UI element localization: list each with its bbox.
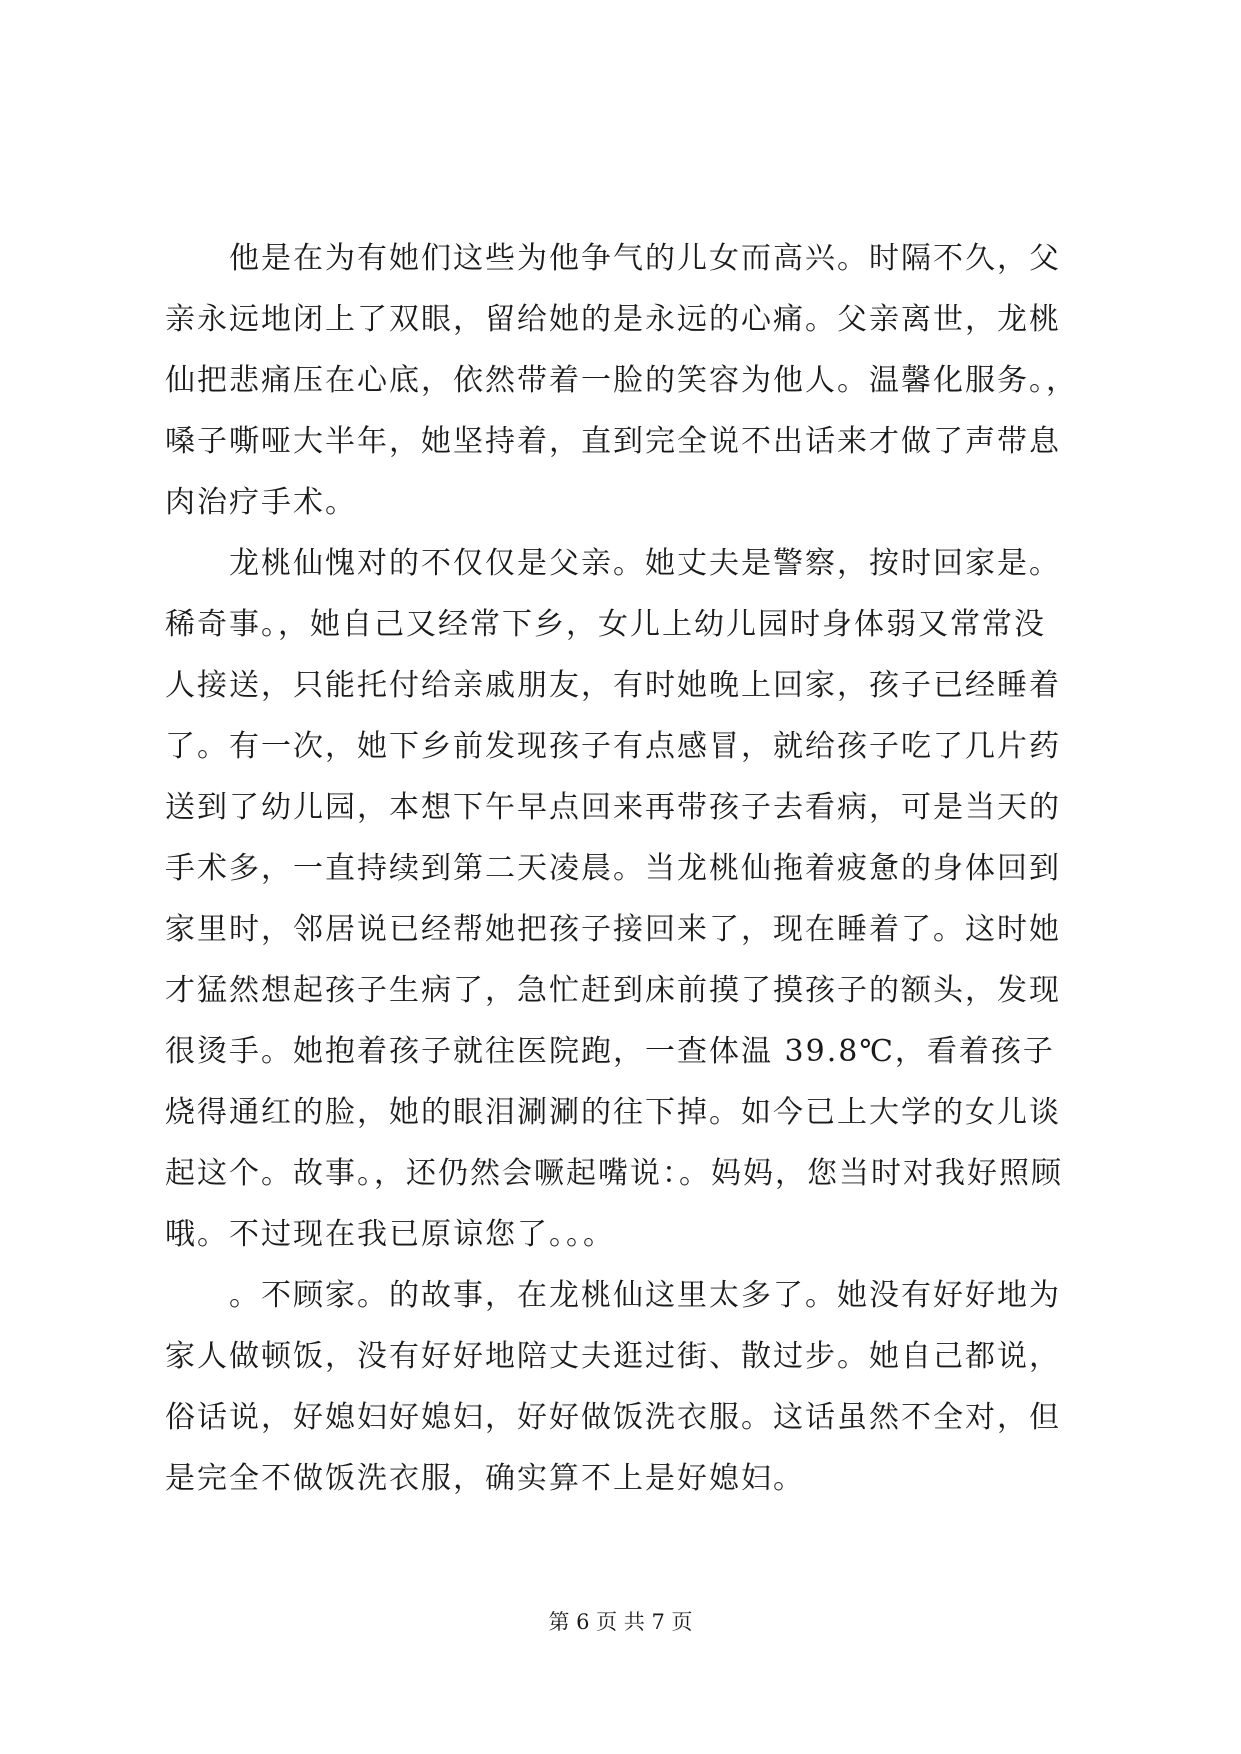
text-line: 起这个。故事。，还仍然会噘起嘴说：。妈妈，您当时对我好照顾 [165,1156,1063,1191]
text-line: 烧得通红的脸，她的眼泪涮涮的往下掉。如今已上大学的女儿谈 [165,1095,1061,1130]
text-line: 才猛然想起孩子生病了，急忙赶到床前摸了摸孩子的额头，发现 [165,973,1061,1008]
text-line: 很烫手。她抱着孩子就往医院跑，一查体温 39.8℃，看着孩子 [165,1034,1055,1069]
text-line: 稀奇事。，她自己又经常下乡，女儿上幼儿园时身体弱又常常没 [165,607,1046,642]
text-line: 嗓子嘶哑大半年，她坚持着，直到完全说不出话来才做了声带息 [165,424,1061,459]
text-line: 。不顾家。的故事，在龙桃仙这里太多了。她没有好好地为 [165,1278,1061,1313]
text-line: 是完全不做饭洗衣服，确实算不上是好媳妇。 [165,1461,805,1496]
text-line: 肉治疗手术。 [165,485,357,520]
text-line: 亲永远地闭上了双眼，留给她的是永远的心痛。父亲离世，龙桃 [165,302,1061,337]
text-line: 送到了幼儿园，本想下午早点回来再带孩子去看病，可是当天的 [165,790,1061,825]
page-number-footer: 第 6 页 共 7 页 [548,1610,693,1634]
text-line: 手术多，一直持续到第二天凌晨。当龙桃仙拖着疲惫的身体回到 [165,851,1061,886]
body-text [165,228,1085,1509]
text-line: 哦。不过现在我已原谅您了。。。 [165,1217,615,1252]
text-line: 家里时，邻居说已经帮她把孩子接回来了，现在睡着了。这时她 [165,912,1061,947]
text-line: 人接送，只能托付给亲戚朋友，有时她晚上回家，孩子已经睡着 [165,668,1061,703]
text-line: 了。有一次，她下乡前发现孩子有点感冒，就给孩子吃了几片药 [165,729,1061,764]
text-line: 家人做顿饭，没有好好地陪丈夫逛过街、散过步。她自己都说， [165,1339,1061,1374]
text-line: 仙把悲痛压在心底，依然带着一脸的笑容为他人。温馨化服务。， [165,363,1078,398]
text-line: 龙桃仙愧对的不仅仅是父亲。她丈夫是警察，按时回家是。 [165,546,1061,581]
text-line: 他是在为有她们这些为他争气的儿女而高兴。时隔不久，父 [165,241,1061,276]
text-line: 俗话说，好媳妇好媳妇，好好做饭洗衣服。这话虽然不全对，但 [165,1400,1061,1435]
